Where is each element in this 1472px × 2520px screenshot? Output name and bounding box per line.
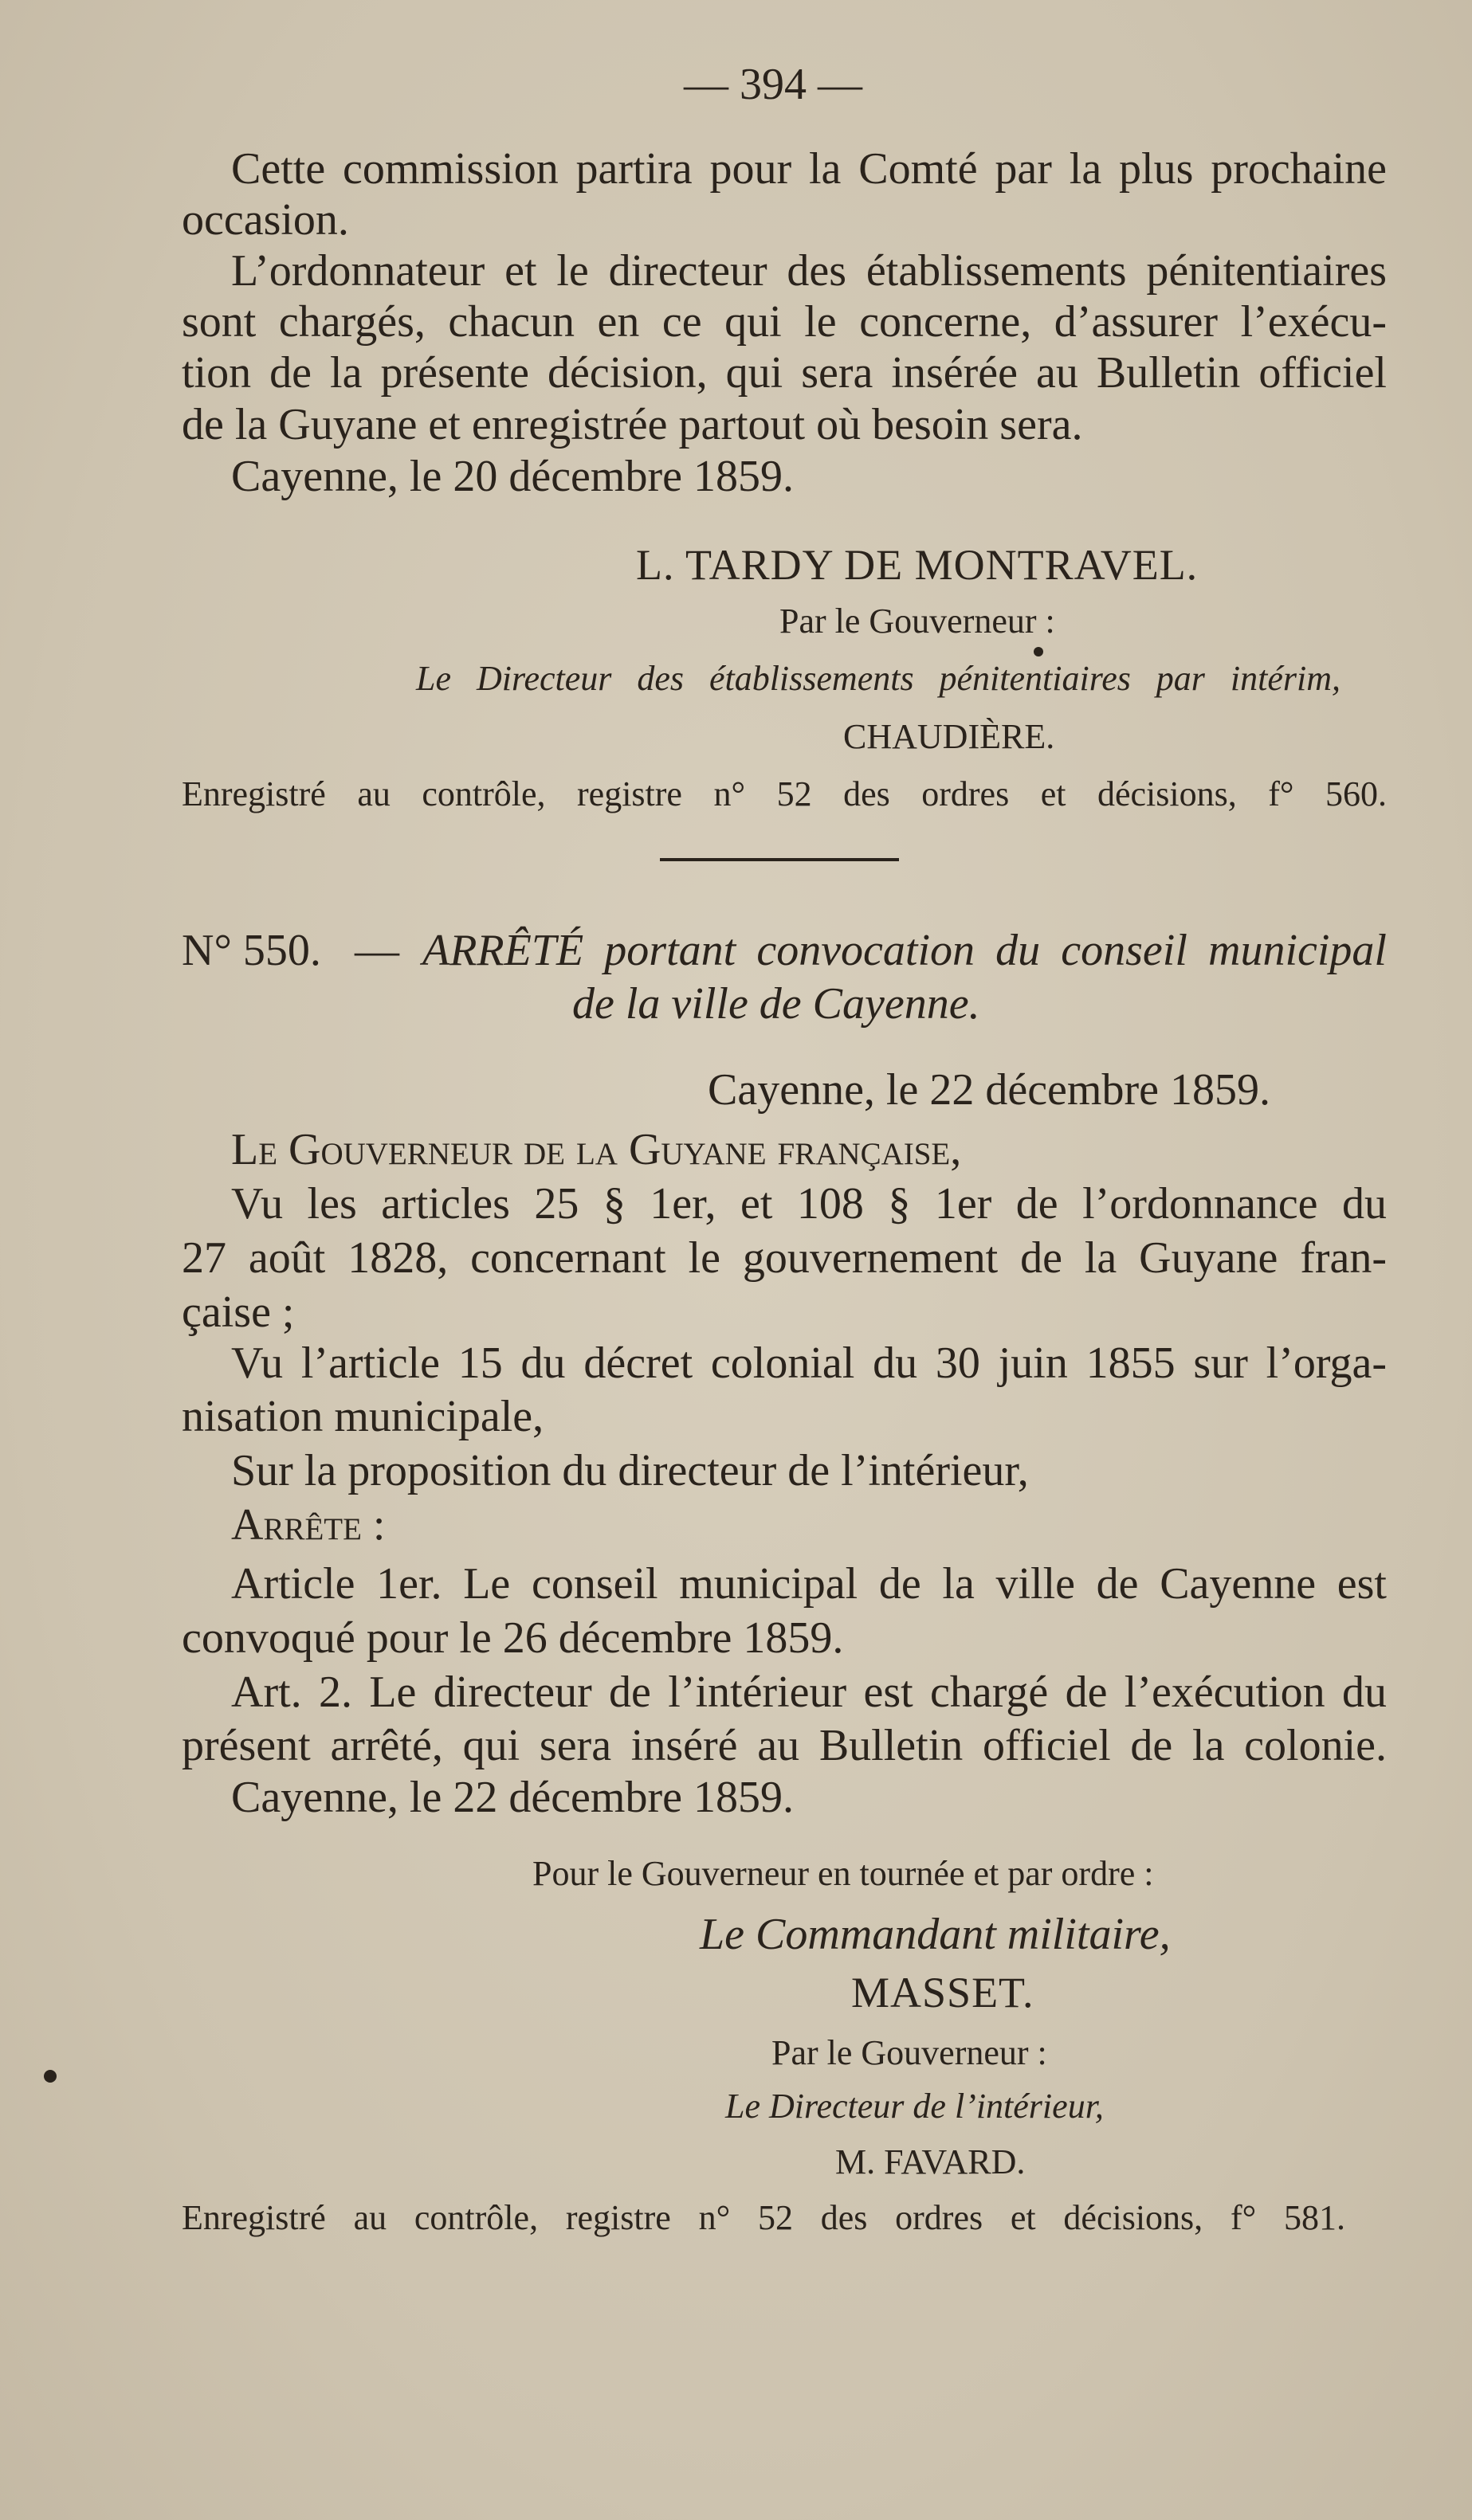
dateline: Cayenne, le 20 décembre 1859. [231,452,794,501]
section-divider [660,858,899,861]
dateline: Cayenne, le 22 décembre 1859. [231,1773,794,1822]
director-name: CHAUDIÈRE. [843,717,1055,756]
paragraph-line: Vu les articles 25 § 1er, et 108 § 1er de l’ordonnance du [231,1179,1387,1229]
director-name: M. FAVARD. [835,2142,1026,2181]
paragraph-line: Vu l’article 15 du décret colonial du 30 juin 1855 sur l’orga- [231,1338,1387,1388]
paragraph-line: Cette commission partira pour la Comté par la plus prochaine [231,144,1387,194]
paragraph-line: convoqué pour le 26 décembre 1859. [182,1613,844,1663]
paragraph-line: nisation municipale, [182,1392,544,1441]
paragraph-line: Art. 2. Le directeur de l’intérieur est chargé de l’exécution du [231,1668,1387,1717]
paragraph-line: 27 août 1828, concernant le gouvernement de la Guyane fran- [182,1233,1387,1283]
paragraph-line: çaise ; [182,1287,295,1337]
paragraph-line: Sur la proposition du directeur de l’intérieur, [231,1446,1029,1495]
commandant-name: MASSET. [851,1969,1034,2016]
paragraph-line: occasion. [182,195,349,245]
par-le-gouverneur: Par le Gouverneur : [779,602,1055,641]
ink-speck [1034,647,1043,656]
paragraph-line: Le Gouverneur de la Guyane française, [231,1125,962,1174]
director-title: Le Directeur des établissements pénitentiaires par intérim, [416,659,1341,698]
arrete-title-line2: de la ville de Cayenne. [572,979,980,1029]
pour-le-gouverneur: Pour le Gouverneur en tournée et par ordre : [532,1854,1154,1893]
par-le-gouverneur: Par le Gouverneur : [771,2033,1047,2072]
arrete-dash: — [355,926,399,975]
page-number: — 394 — [684,60,862,109]
paragraph-line: L’ordonnateur et le directeur des établissements pénitentiaires [231,246,1387,296]
paragraph-line: tion de la présente décision, qui sera insérée au Bulletin officiel [182,348,1387,398]
signatory-name: L. TARDY DE MONTRAVEL. [636,541,1199,589]
arrete-dateline: Cayenne, le 22 décembre 1859. [708,1065,1270,1115]
registration-note: Enregistré au contrôle, registre n° 52 des ordres et décisions, f° 581. [182,2198,1345,2237]
paragraph-line: Article 1er. Le conseil municipal de la ville de Cayenne est [231,1559,1387,1609]
director-title: Le Directeur de l’intérieur, [725,2087,1104,2126]
arrete-number: N° 550. [182,926,321,975]
arrete-title-line1: ARRÊTÉ portant convocation du conseil municipal [422,926,1387,975]
ink-speck [44,2070,57,2083]
arrete-heading: Arrête : [231,1500,386,1550]
paragraph-line: de la Guyane et enregistrée partout où besoin sera. [182,400,1083,449]
commandant-title: Le Commandant militaire, [700,1910,1171,1959]
registration-note: Enregistré au contrôle, registre n° 52 des ordres et décisions, f° 560. [182,774,1387,813]
paragraph-line: sont chargés, chacun en ce qui le concerne, d’assurer l’exécu- [182,297,1387,347]
paragraph-line: présent arrêté, qui sera inséré au Bulletin officiel de la colonie. [182,1721,1387,1770]
